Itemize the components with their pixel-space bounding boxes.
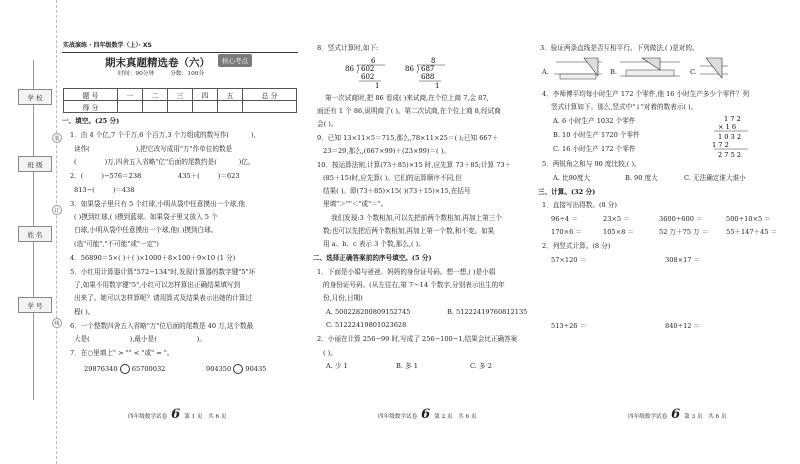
p3-q4-text-a: 4．李师傅平均每小时生产 172 个零件,他 16 小时生产多少个零件？列	[542, 90, 750, 98]
footer-label: 四年级数学试卷	[128, 414, 168, 420]
p3-q4-option-a[interactable]: A. 6 小时生产 1032 个零件	[553, 117, 636, 125]
page-3-footer	[628, 407, 726, 422]
long-division-2	[405, 57, 445, 90]
div2-subtrahend: 688	[421, 73, 435, 81]
div1-dividend: 602	[361, 65, 375, 73]
p3-q3-text: 3．验证两条直线是否互相平行。下列做法,( )是对的。	[540, 44, 699, 52]
q1-text-b2: ),把它改写成用"万"作单位的数是	[135, 145, 233, 153]
s2-option-b[interactable]: B. 多 1	[396, 362, 418, 370]
score-cell: 二	[142, 89, 167, 101]
mul-result: 2 7 5 2	[718, 151, 742, 159]
score-cell[interactable]	[142, 101, 167, 113]
score-table	[63, 88, 297, 113]
cut-line	[56, 0, 57, 464]
q3-line-c: 白球,小明从袋中任意摸出一个球,他( )摸到白球。	[74, 226, 218, 234]
q10-text-g: 用 a、b、c 表示 3 个数,那么,( )。	[323, 240, 425, 248]
q2-line-a	[70, 172, 141, 180]
q2-line-a3	[178, 172, 240, 180]
set-square-shape	[642, 58, 660, 70]
mul-partial-2: 1 7 2	[712, 141, 729, 149]
p3-option-c-label[interactable]: C.	[690, 68, 697, 76]
q8-line: 8．竖式计算时,如下:	[317, 44, 379, 52]
score-table-row	[64, 101, 297, 113]
calc-1-title: 1．直接写出得数。(8 分)	[542, 201, 617, 209]
q3-line-b: ( )摸到红球,( )摸到蓝球。如果袋子里又放入 5 个	[74, 213, 218, 221]
q9-text-a: 9．已知 13×11×5＝715,那么,78×11×25＝( );已知 667＋	[317, 134, 499, 142]
q3-line-a: 3．如果袋子里只有 5 个红球,小明从袋中任意摸出一个球,他	[70, 200, 246, 208]
binding-hole-2: 订	[52, 205, 62, 215]
section-2-title: 二、选择正确答案前的序号填空。(5 分)	[313, 254, 432, 262]
q2-text-b: 813−(	[74, 186, 95, 194]
score-cell: 四	[193, 89, 218, 101]
q1-line-b	[74, 145, 232, 153]
score-cell: 总 分	[243, 89, 297, 101]
footer-page: 第 2 页 共 6 页	[434, 414, 477, 420]
q3-line-d: (选"可能","不可能"或"一定")	[74, 240, 159, 248]
vertical-calc-item[interactable]: 57×120 ＝	[551, 256, 587, 264]
page-1-footer	[128, 407, 226, 422]
q10-text-e: 我们发现:3 个数相加,可以先把前两个数相加,再加上第三个	[331, 214, 502, 222]
q5-line-d: 程( )。	[74, 308, 95, 316]
school-label: 学 校	[18, 89, 52, 105]
footer-number: 6	[671, 407, 681, 422]
binding-hole-3: 线	[52, 318, 62, 328]
p3-q4-text-b: 竖式计算如下。那么,竖式中"↓"对着的数表示( )。	[551, 103, 698, 111]
calc-item[interactable]: 52 万＋75 万 ＝	[659, 228, 709, 236]
q7-line: 7．在○里填上" > "" < "或" = "。	[70, 349, 174, 357]
p3-q5-text: 5．两锐角之和与 90 度比较,( )。	[542, 160, 641, 168]
q6-line-a: 6．一个整数四舍五入省略"万"位后面的尾数是 40 万,这个数最	[70, 322, 254, 330]
calc-item[interactable]: 500÷10×5 ＝	[726, 215, 771, 223]
div1-subtrahend: 602	[361, 73, 375, 81]
footer-number: 6	[421, 407, 431, 422]
p3-q5-option-b[interactable]: B. 90 度大	[625, 174, 658, 182]
q8-text-b: 面还有 1 个 86,说明商了( )。第二次试商,在个位上商 8,经试商	[317, 107, 501, 115]
mul-multiplier: × 1 6	[718, 123, 737, 131]
s1-text-b: 的身份证号码。(从左往右,第 7～14 个数字,分别表示出生的年	[323, 281, 505, 289]
mul-multiplicand: 1 7 2	[724, 115, 741, 123]
class-label: 班 级	[18, 156, 52, 172]
p3-option-b-label[interactable]: B.	[610, 68, 617, 76]
score-cell[interactable]	[218, 101, 243, 113]
exam-title: 期末真题精选卷（六）	[105, 57, 210, 69]
core-topic-badge: 核心考点	[218, 54, 252, 67]
q8-text-a: 第一次试商时,把 86 看成( )来试商,在个位上商 7,会 87,	[325, 94, 489, 102]
q6-text-b3: )。	[196, 335, 206, 343]
q10-text-b: (85＋15)时,应先算( )。它们的运算顺序不同,但	[323, 174, 462, 182]
s1-text-a: 1．下面是小娟与爸爸、妈妈的身份证号码。想一想,( )是小娟	[317, 268, 496, 276]
page-2-footer	[378, 407, 476, 422]
q7-compare-2	[206, 364, 266, 374]
section-1-title: 一、填空。(25 分)	[62, 117, 120, 125]
div2-quotient: 8	[431, 57, 436, 65]
score-cell[interactable]	[117, 101, 142, 113]
q6-text-b2: ),最小是(	[129, 335, 157, 343]
q9-text-b: 23＝29,那么,(667×99)＋(23×99)＝( )。	[323, 147, 450, 155]
p3-q5-option-a[interactable]: A. 比90度大	[553, 174, 591, 182]
q7-value-a: 29876340	[84, 365, 118, 373]
set-square-shape	[706, 58, 722, 78]
score-cell: 五	[218, 89, 243, 101]
p3-option-a-label[interactable]: A.	[542, 68, 549, 76]
series-label: 实战演练 · 四年级数学（上）· XS	[63, 42, 152, 49]
vertical-calc-item[interactable]: 308×17 ＝	[665, 256, 701, 264]
calc-item[interactable]: 170×6 ＝	[551, 228, 582, 236]
q1-text-c3: )亿。	[238, 158, 255, 166]
calc-item[interactable]: 96÷4 ＝	[551, 215, 578, 223]
mul-partial-1: 1 0 3 2	[718, 133, 742, 141]
footer-number: 6	[171, 407, 181, 422]
ruler-triangle-figure-a	[554, 56, 604, 82]
q2-text-a4: )＝623	[217, 172, 240, 180]
binding-hole-1: 装	[52, 133, 62, 143]
q1-text-a2: ),	[251, 131, 256, 139]
long-division-figures	[345, 56, 465, 92]
score-table-header	[64, 89, 297, 101]
q4-line: 4．56890＝5×( )＋( )×1000＋8×100＋9×10 (1 分)	[70, 254, 236, 262]
vertical-calc-item[interactable]: 840÷12 ＝	[665, 322, 701, 330]
q8-text-c: 会( )。	[317, 120, 338, 128]
vertical-multiplication	[710, 114, 760, 162]
score-cell[interactable]	[193, 101, 218, 113]
calc-item[interactable]: 105×8 ＝	[603, 228, 634, 236]
score-cell[interactable]	[167, 101, 192, 113]
footer-page: 第 1 页 共 6 页	[184, 414, 227, 420]
q1-line-c	[74, 158, 255, 166]
score-cell: 得 分	[64, 101, 118, 113]
q2-text-a3: 435＋(	[178, 172, 200, 180]
q6-text-b: 大是(	[74, 335, 90, 343]
calc-item[interactable]: 55＋147＋45 ＝	[726, 228, 778, 236]
binding-strip	[0, 0, 60, 464]
ruler-shape	[626, 70, 674, 76]
ruler-triangle-figure-b	[620, 56, 682, 82]
ruler-triangle-figure-c	[700, 56, 730, 82]
q5-line-b: 了,如果不用数字键"5",小红可以怎样算出正确结果填写到	[74, 281, 241, 289]
footer-page: 第 3 页 共 6 页	[684, 414, 727, 420]
calc-item[interactable]: 23×5 ＝	[603, 215, 630, 223]
section-3-title: 三、计算。(32 分)	[538, 188, 596, 196]
q7-value-c: 904350	[206, 365, 232, 373]
calc-item[interactable]: 3600÷600 ＝	[659, 215, 703, 223]
student-id-label: 学 号	[18, 297, 52, 313]
name-label: 姓 名	[18, 226, 52, 242]
div2-dividend: 687	[421, 65, 435, 73]
s2-text-a: 2．小丽在计算 256−99 时,写成了 256−100−1,结果会比正确答案	[317, 335, 518, 343]
q1-line-a	[70, 131, 256, 139]
div2-divisor: 86	[405, 65, 414, 73]
q10-text-f: 数;也可以先把后两个数相加,再加上第一个数,和不变。如果	[323, 227, 495, 235]
q1-text-c2: )万,四舍五入省略"亿"后面的尾数约是(	[104, 158, 217, 166]
div1-remainder: 1	[375, 82, 380, 90]
score-cell: 题 号	[64, 89, 118, 101]
q7-value-b: 65700032	[131, 365, 166, 373]
vertical-calc-item[interactable]: 513÷26 ＝	[551, 322, 587, 330]
s1-text-c: 份,月份,日期)	[323, 294, 363, 302]
q7-compare-1	[84, 364, 165, 374]
div1-quotient: 6	[371, 57, 376, 65]
q5-line-a: 5．小红用计算器计算"572−134"时,发现计算器的数字键"5"坏	[70, 268, 256, 276]
s2-text-b: ( )。	[323, 349, 337, 357]
q10-text-a: 10．按运算法则,计算(73＋85)×15 时,应先算 73＋85;计算 73＋	[317, 161, 512, 169]
compare-circle[interactable]	[233, 364, 243, 374]
set-square-shape	[584, 58, 598, 76]
q5-line-c: 出来了。她可以怎样算呢？请用算式及结果表示出她的计算过	[74, 294, 253, 302]
ruler-shape	[560, 74, 596, 79]
score-cell: 一	[117, 89, 142, 101]
p3-q4-option-b[interactable]: B. 10 小时生产 1720 个零件	[553, 131, 640, 139]
s1-option-b[interactable]: B. 51222419760812135	[447, 308, 528, 316]
div2-remainder: 1	[435, 82, 440, 90]
s1-option-a[interactable]: A. 500228200809152745	[326, 308, 411, 316]
q10-text-c: 结果( )。即(73＋85)×15( )(73＋15)×15,在括号	[323, 187, 471, 195]
q2-text-a: 2．(	[70, 172, 84, 180]
compare-circle[interactable]	[120, 364, 130, 374]
header-rule	[62, 52, 298, 53]
div1-divisor: 86	[345, 65, 354, 73]
calc-2-title: 2．列竖式计算。(8 分)	[542, 242, 611, 250]
q2-line-b	[74, 186, 134, 194]
q2-text-a2: )−576＝238	[101, 172, 142, 180]
q10-text-d: 里填"＞""＜"或"＝"。	[323, 200, 388, 208]
q1-text-c: (	[74, 158, 77, 166]
total-score-label: 分数：100分	[170, 71, 205, 77]
score-cell: 三	[167, 89, 192, 101]
s2-option-a[interactable]: A. 少 1	[326, 362, 348, 370]
footer-label: 四年级数学试卷	[628, 414, 668, 420]
s2-option-c[interactable]: C. 多 2	[470, 362, 492, 370]
p3-q5-option-c[interactable]: C. 无法确定谁大谁小	[684, 174, 746, 182]
q1-text-b: 读作(	[74, 145, 90, 153]
p3-q4-option-c[interactable]: C. 16 小时生产 172 个零件	[553, 145, 636, 153]
time-label: 时间：90分钟	[118, 71, 155, 77]
footer-label: 四年级数学试卷	[378, 414, 418, 420]
q2-text-b2: )＝438	[112, 186, 135, 194]
q6-line-b	[74, 335, 206, 343]
s1-option-c[interactable]: C. 51222419801023628	[326, 321, 407, 329]
q7-value-d: 90435	[245, 365, 267, 373]
score-cell[interactable]	[243, 101, 297, 113]
long-division-1	[345, 57, 385, 90]
q1-text-a: 1．由 4 个亿,7 个千万,6 个百万,3 个万组成的数写作(	[70, 131, 230, 139]
